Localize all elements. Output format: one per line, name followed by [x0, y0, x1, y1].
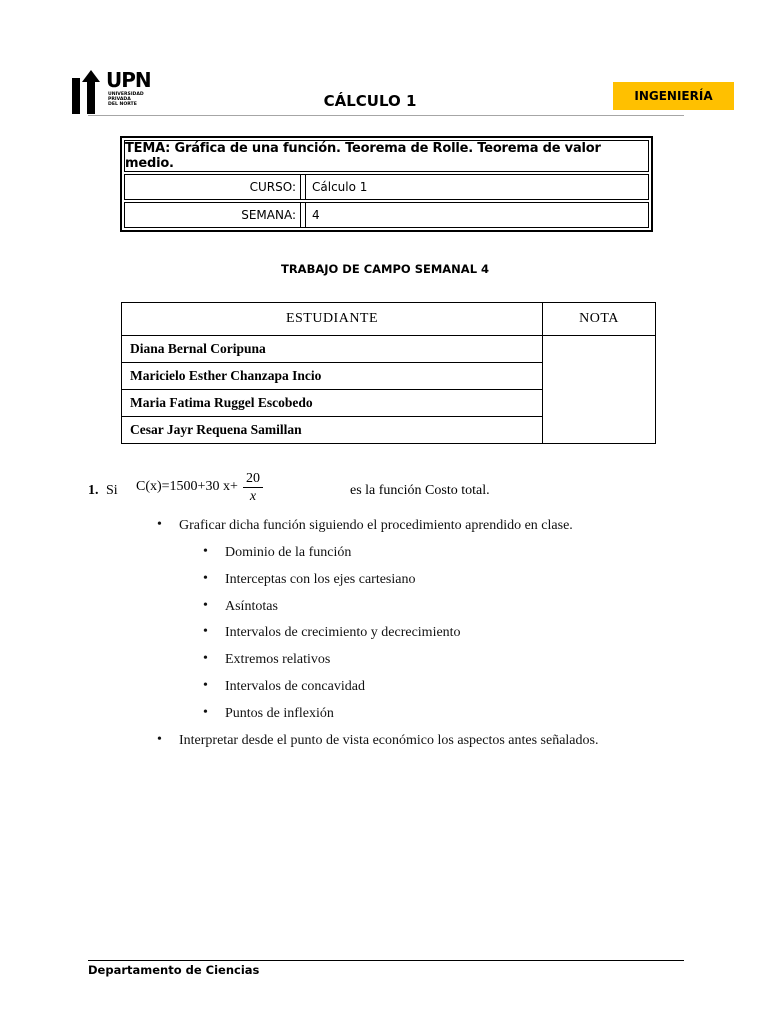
students-table: [121, 302, 656, 444]
sub-bullet-text: Asíntotas: [225, 599, 278, 614]
semana-value: 4: [305, 203, 648, 227]
assignment-subtitle: TRABAJO DE CAMPO SEMANAL 4: [280, 262, 490, 276]
bullet-icon: •: [157, 732, 162, 747]
tema-text: TEMA: Gráfica de una función. Teorema de Rolle. Teorema de valor medio.: [125, 141, 601, 171]
sub-bullet-text: Dominio de la función: [225, 545, 352, 560]
bullet-text: Graficar dicha función siguiendo el procedimiento aprendido en clase.: [179, 518, 573, 533]
upn-arrow-icon: [70, 70, 104, 114]
student-name: Diana Bernal Coripuna: [122, 336, 543, 363]
bullet-item: [157, 517, 573, 534]
question-intro: Si: [106, 483, 118, 498]
sub-bullet-text: Intervalos de concavidad: [225, 679, 365, 694]
student-name: Cesar Jayr Requena Samillan: [122, 417, 543, 444]
header-divider: [88, 115, 684, 116]
logo-subtext: UNIVERSIDAD PRIVADA DEL NORTE: [108, 92, 144, 108]
nota-cell: [543, 336, 656, 444]
footer-text: Departamento de Ciencias: [88, 963, 260, 977]
sub-bullet-item: [203, 544, 352, 561]
question-number: 1.: [88, 483, 99, 498]
bullet-icon: •: [203, 705, 208, 720]
student-name: Maria Fatima Ruggel Escobedo: [122, 390, 543, 417]
curso-value: Cálculo 1: [305, 175, 648, 199]
bullet-icon: •: [157, 517, 162, 532]
logo-wordmark: UPN: [106, 68, 151, 92]
sub-bullet-item: [203, 571, 416, 588]
curso-label: CURSO:: [125, 175, 301, 199]
faculty-badge: INGENIERÍA: [613, 82, 734, 110]
bullet-icon: •: [203, 598, 208, 613]
footer-divider: [88, 960, 684, 961]
cost-formula: [136, 479, 238, 495]
sub-bullet-text: Puntos de inflexión: [225, 706, 334, 721]
bullet-icon: •: [203, 544, 208, 559]
sub-bullet-item: [203, 598, 278, 615]
bullet-icon: •: [203, 624, 208, 639]
bullet-icon: •: [203, 571, 208, 586]
sub-bullet-item: [203, 651, 331, 668]
header-nota: NOTA: [543, 303, 656, 336]
fraction-numerator: 20: [246, 471, 260, 486]
bullet-text: Interpretar desde el punto de vista económico los aspectos antes señalados.: [179, 733, 599, 748]
sub-bullet-item: [203, 705, 334, 722]
bullet-icon: •: [203, 678, 208, 693]
question-rest: es la función Costo total.: [350, 483, 490, 498]
formula-fraction: [243, 471, 263, 506]
info-table: [120, 136, 653, 232]
sub-bullet-text: Extremos relativos: [225, 652, 331, 667]
tema-row: [124, 140, 649, 172]
upn-logo: [70, 70, 150, 114]
formula-text: C(x)=1500+30 x+: [136, 479, 238, 494]
sub-bullet-item: [203, 678, 365, 695]
header-estudiante: ESTUDIANTE: [122, 303, 543, 336]
document-title: CÁLCULO 1: [323, 92, 417, 110]
bullet-item: [157, 732, 599, 749]
sub-bullet-text: Intervalos de crecimiento y decrecimiento: [225, 625, 461, 640]
sub-bullet-item: [203, 624, 461, 641]
student-name: Maricielo Esther Chanzapa Incio: [122, 363, 543, 390]
bullet-icon: •: [203, 651, 208, 666]
semana-label: SEMANA:: [125, 203, 301, 227]
curso-row: [124, 174, 649, 200]
semana-row: [124, 202, 649, 228]
sub-bullet-text: Interceptas con los ejes cartesiano: [225, 572, 416, 587]
fraction-denominator: x: [249, 489, 257, 504]
